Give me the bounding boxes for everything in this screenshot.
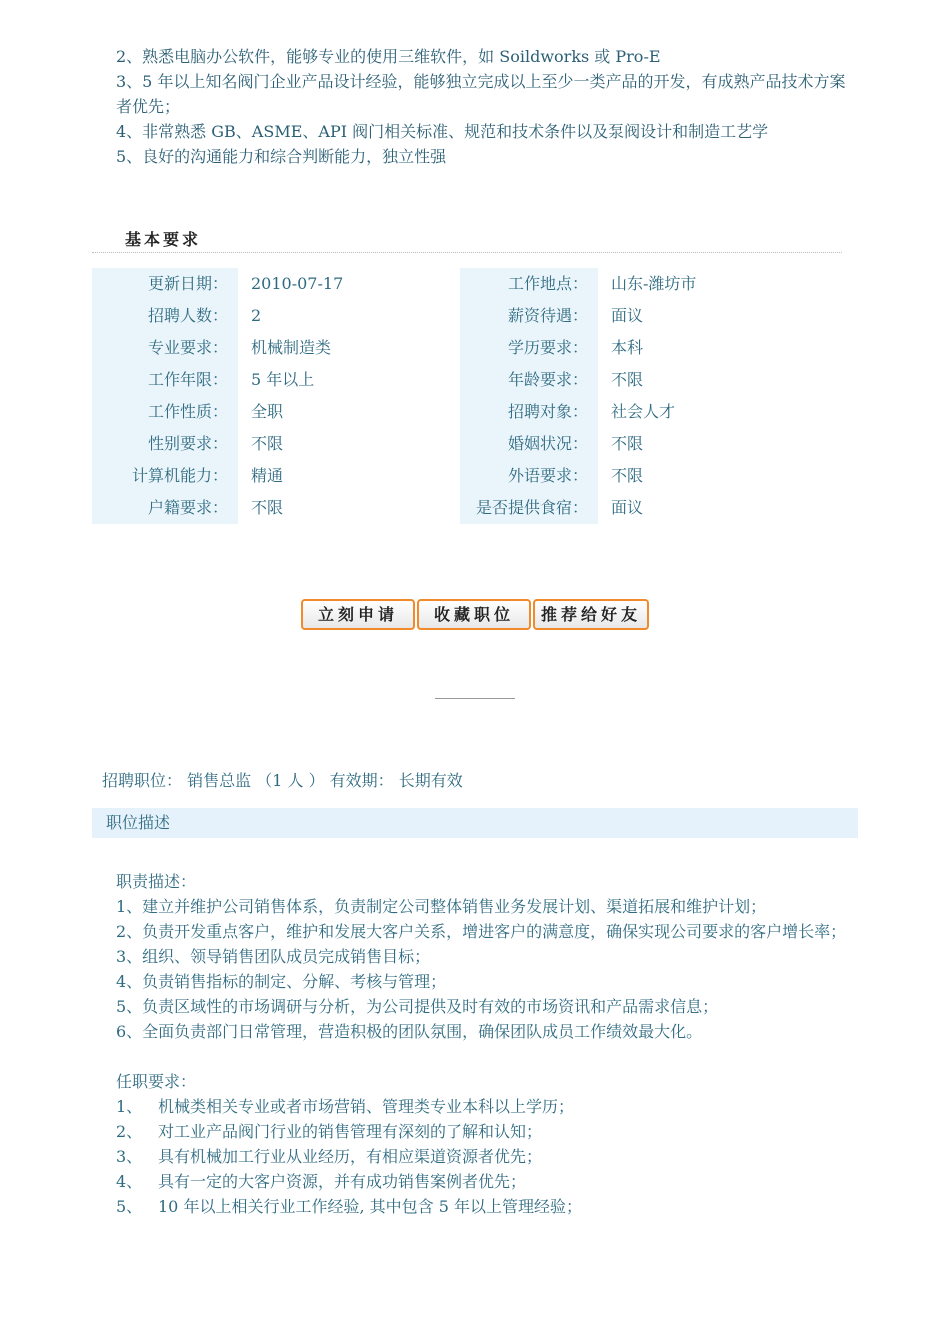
info-value: 山东-潍坊市: [611, 274, 697, 293]
requirement-item: [116, 1144, 856, 1169]
requirement-line: 2、熟悉电脑办公软件，能够专业的使用三维软件，如 Soildworks 或 Pro-E: [116, 47, 661, 66]
info-label: 工作年限：: [92, 364, 238, 396]
validity-label: 有效期：: [329, 771, 394, 790]
requirement-text: 10 年以上相关行业工作经验, 其中包含 5 年以上管理经验；: [158, 1197, 582, 1216]
info-value: 本科: [611, 338, 644, 357]
info-row: [92, 300, 858, 332]
info-value: 不限: [611, 370, 644, 389]
requirement-item: [116, 1169, 856, 1194]
info-label: 薪资待遇：: [460, 300, 598, 332]
info-value: 2: [251, 306, 262, 325]
job-summary-line: [102, 768, 463, 791]
action-buttons: [301, 599, 649, 630]
requirements-title: 任职要求：: [116, 1072, 197, 1091]
info-row: [92, 364, 858, 396]
requirement-item: [116, 1094, 856, 1119]
duty-item: 1、建立并维护公司销售体系，负责制定公司整体销售业务发展计划、渠道拓展和维护计划；: [116, 897, 767, 916]
info-value: 全职: [251, 402, 284, 421]
info-label: 性别要求：: [92, 428, 238, 460]
duty-item: 4、负责销售指标的制定、分解、考核与管理；: [116, 972, 447, 991]
info-label: 招聘人数：: [92, 300, 238, 332]
info-label: 计算机能力：: [92, 460, 238, 492]
requirement-item: [116, 1119, 856, 1144]
info-value: 2010-07-17: [251, 274, 344, 293]
requirement-number: 3、: [116, 1147, 143, 1166]
job-description-body: [116, 869, 856, 1219]
basic-info-table: [92, 268, 858, 524]
info-value: 社会人才: [611, 402, 676, 421]
info-value: 不限: [251, 498, 284, 517]
heading-divider: [92, 252, 842, 253]
info-row: [92, 428, 858, 460]
info-label: 年龄要求：: [460, 364, 598, 396]
info-value: 精通: [251, 466, 284, 485]
info-value: 面议: [611, 498, 644, 517]
requirement-text: 具有一定的大客户资源，并有成功销售案例者优先；: [158, 1172, 527, 1191]
info-label: 招聘对象：: [460, 396, 598, 428]
position-headcount: （1 人 ）: [256, 771, 325, 790]
requirement-text: 对工业产品阀门行业的销售管理有深刻的了解和认知；: [158, 1122, 543, 1141]
info-value: 机械制造类: [251, 338, 332, 357]
info-value: 面议: [611, 306, 644, 325]
info-value: 不限: [611, 434, 644, 453]
save-job-button[interactable]: 收藏职位: [417, 599, 531, 630]
requirement-line: 5、良好的沟通能力和综合判断能力，独立性强: [116, 147, 447, 166]
info-row: [92, 460, 858, 492]
position-label: 招聘职位：: [102, 771, 183, 790]
requirement-line: 4、非常熟悉 GB、ASME、API 阀门相关标准、规范和技术条件以及泵阀设计和制造工艺学: [116, 122, 769, 141]
requirement-item: [116, 1194, 856, 1219]
recommend-to-friend-button[interactable]: 推荐给好友: [533, 599, 649, 630]
info-label: 是否提供食宿：: [460, 492, 598, 524]
info-row: [92, 332, 858, 364]
info-row: [92, 396, 858, 428]
basic-requirements-heading: 基本要求: [125, 230, 202, 249]
info-label: 工作地点：: [460, 268, 598, 300]
position-title: 销售总监: [187, 771, 252, 790]
info-label: 户籍要求：: [92, 492, 238, 524]
info-label: 外语要求：: [460, 460, 598, 492]
spacer: [116, 1044, 856, 1069]
duty-item: 3、组织、领导销售团队成员完成销售目标；: [116, 947, 431, 966]
info-label: 专业要求：: [92, 332, 238, 364]
section-divider: [435, 698, 515, 699]
info-label: 婚姻状况：: [460, 428, 598, 460]
apply-now-button[interactable]: 立刻申请: [301, 599, 415, 630]
duty-item: 5、负责区域性的市场调研与分析，为公司提供及时有效的市场资讯和产品需求信息；: [116, 997, 719, 1016]
duty-item: 2、负责开发重点客户，维护和发展大客户关系，增进客户的满意度，确保实现公司要求的客户增长率；: [116, 922, 847, 941]
duty-item: 6、全面负责部门日常管理，营造积极的团队氛围，确保团队成员工作绩效最大化。: [116, 1022, 703, 1041]
info-value: 5 年以上: [251, 370, 315, 389]
requirement-line: 3、5 年以上知名阀门企业产品设计经验，能够独立完成以上至少一类产品的开发，有成熟产品技术方案者优先；: [116, 72, 846, 116]
requirement-number: 1、: [116, 1097, 143, 1116]
requirement-number: 4、: [116, 1172, 143, 1191]
info-label: 工作性质：: [92, 396, 238, 428]
requirement-text: 具有机械加工行业从业经历，有相应渠道资源者优先；: [158, 1147, 543, 1166]
top-requirements-list: [116, 44, 861, 169]
info-row: [92, 492, 858, 524]
job-description-bar: 职位描述: [92, 808, 858, 838]
info-value: 不限: [611, 466, 644, 485]
info-row: [92, 268, 858, 300]
validity-value: 长期有效: [398, 771, 463, 790]
info-label: 学历要求：: [460, 332, 598, 364]
duties-title: 职责描述：: [116, 872, 197, 891]
requirement-text: 机械类相关专业或者市场营销、管理类专业本科以上学历；: [158, 1097, 575, 1116]
info-value: 不限: [251, 434, 284, 453]
requirement-number: 2、: [116, 1122, 143, 1141]
info-label: 更新日期：: [92, 268, 238, 300]
requirement-number: 5、: [116, 1197, 143, 1216]
